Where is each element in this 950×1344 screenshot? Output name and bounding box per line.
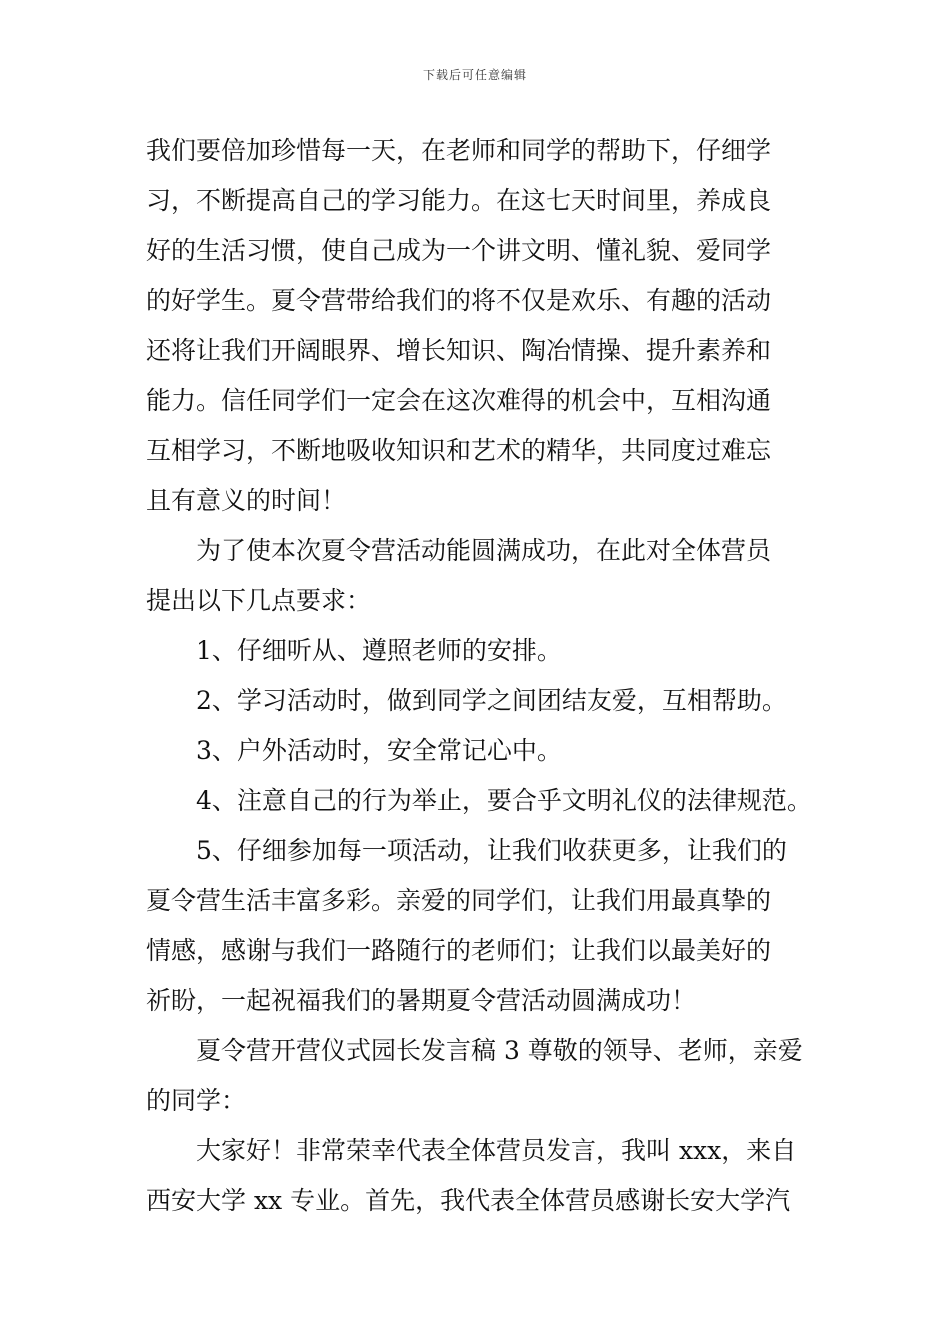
text-line: 且有意义的时间！ xyxy=(146,486,347,515)
text-line: 情感，感谢与我们一路随行的老师们；让我们以最美好的 xyxy=(146,936,772,965)
text-line: 能力。信任同学们一定会在这次难得的机会中，互相沟通 xyxy=(146,386,772,415)
text-line: 夏令营生活丰富多彩。亲爱的同学们，让我们用最真挚的 xyxy=(146,886,772,915)
text-line: 祈盼，一起祝福我们的暑期夏令营活动圆满成功！ xyxy=(146,986,697,1015)
text-line: 的同学： xyxy=(146,1086,247,1115)
text-line: 的好学生。夏令营带给我们的将不仅是欢乐、有趣的活动 xyxy=(146,286,772,315)
list-item-1: 1、仔细听从、遵照老师的安排。 xyxy=(196,636,562,665)
text-line: 还将让我们开阔眼界、增长知识、陶冶情操、提升素养和 xyxy=(146,336,772,365)
text-line: 好的生活习惯，使自己成为一个讲文明、懂礼貌、爱同学 xyxy=(146,236,772,265)
list-item-2: 2、学习活动时，做到同学之间团结友爱，互相帮助。 xyxy=(196,686,787,715)
text-line: 西安大学 xx 专业。首先，我代表全体营员感谢长安大学汽 xyxy=(146,1186,791,1215)
text-line: 互相学习，不断地吸收知识和艺术的精华，共同度过难忘 xyxy=(146,436,772,465)
paragraph-start-line: 夏令营开营仪式园长发言稿 3 尊敬的领导、老师，亲爱 xyxy=(196,1036,803,1065)
text-line: 我们要倍加珍惜每一天，在老师和同学的帮助下，仔细学 xyxy=(146,136,772,165)
list-item-4: 4、注意自己的行为举止，要合乎文明礼仪的法律规范。 xyxy=(196,786,812,815)
paragraph-start-line: 为了使本次夏令营活动能圆满成功，在此对全体营员 xyxy=(196,536,772,565)
list-item-5: 5、仔细参加每一项活动，让我们收获更多，让我们的 xyxy=(196,836,787,865)
list-item-3: 3、户外活动时，安全常记心中。 xyxy=(196,736,562,765)
text-line: 习，不断提高自己的学习能力。在这七天时间里，养成良 xyxy=(146,186,772,215)
document-body xyxy=(146,126,811,1226)
header-note: 下载后可任意编辑 xyxy=(422,68,527,82)
paragraph-start-line: 大家好！非常荣幸代表全体营员发言，我叫 xxx，来自 xyxy=(196,1136,797,1165)
text-line: 提出以下几点要求： xyxy=(146,586,372,615)
